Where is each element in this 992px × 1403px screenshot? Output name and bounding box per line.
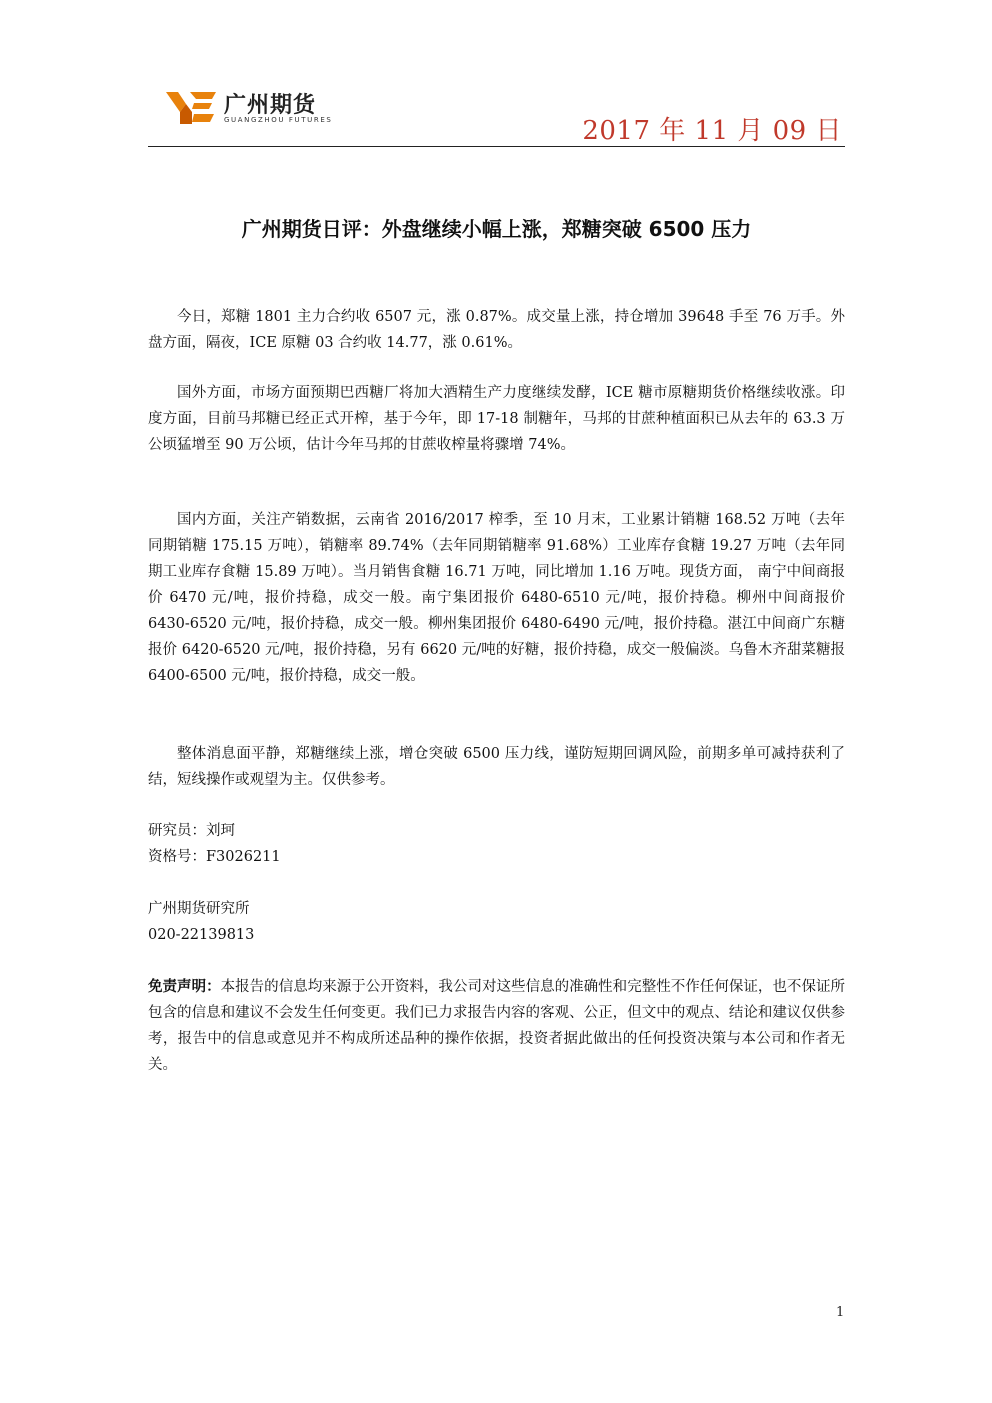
researcher-qualification: 资格号：F3026211 [148, 849, 281, 865]
logo-chinese-name: 广州期货 [224, 93, 317, 118]
logo-english-name: GUANGZHOU FUTURES [224, 116, 333, 124]
paragraph-overseas: 国外方面，市场方面预期巴西糖厂将加大酒精生产力度继续发酵，ICE 糖市原糖期货价格继续收涨。印度方面，目前马邦糖已经正式开榨，基于今年，即 17-18 制糖年，马邦的甘蔗种植面积已从去年的 63.3 万公顷猛增至 90 万公顷，估计今年马邦的甘蔗收榨量将骤增 74%。 [148, 385, 845, 453]
report-date: 2017 年 11 月 09 日 [582, 116, 842, 146]
header-divider [148, 146, 845, 147]
disclaimer-label: 免责声明： [148, 978, 221, 995]
institute-info [148, 896, 254, 948]
disclaimer [148, 974, 845, 1078]
report-title: 广州期货日评：外盘继续小幅上涨，郑糖突破 6500 压力 [241, 217, 752, 241]
paragraph-domestic: 国内方面，关注产销数据，云南省 2016/2017 榨季，至 10 月末，工业累计销糖 168.52 万吨（去年同期销糖 175.15 万吨），销糖率 89.74%（去年同期销糖率 91.68%）工业库存食糖 19.27 万吨（去年同期工业库存食糖 15.89 万吨）。当月销售食糖 16.71 万吨，同比增加 1.16 万吨。现货方面， 南宁中间商报价 6470 元/吨，报价持稳，成交一般。南宁集团报价 6480-6510 元/吨，报价持稳。柳州中间商报价 6430-6520 元/吨，报价持稳，成交一般。柳州集团报价 6480-6490 元/吨，报价持稳。湛江中间商广东糖报价 6420-6520 元/吨，报价持稳，另有 6620 元/吨的好糖，报价持稳，成交一般偏淡。乌鲁木齐甜菜糖报 6400-6500 元/吨，报价持稳，成交一般。 [148, 512, 845, 684]
company-logo [166, 88, 366, 132]
researcher-info [148, 818, 281, 870]
researcher-name: 研究员：刘珂 [148, 823, 235, 839]
paragraph-market-summary: 今日，郑糖 1801 主力合约收 6507 元，涨 0.87%。成交量上涨，持仓增加 39648 手至 76 万手。外盘方面，隔夜，ICE 原糖 03 合约收 14.77，涨 0.61%。 [148, 309, 845, 351]
guangzhou-futures-logo-icon [166, 90, 218, 124]
institute-phone: 020-22139813 [148, 927, 255, 943]
disclaimer-text: 本报告的信息均来源于公开资料，我公司对这些信息的准确性和完整性不作任何保证，也不保证所包含的信息和建议不会发生任何变更。我们已力求报告内容的客观、公正，但文中的观点、结论和建议仅供参考，报告中的信息或意见并不构成所述品种的操作依据，投资者据此做出的任何投资决策与本公司和作者无关。 [148, 979, 845, 1073]
institute-name: 广州期货研究所 [148, 901, 250, 917]
page-number: 1 [836, 1305, 845, 1320]
paragraph-conclusion: 整体消息面平静，郑糖继续上涨，增仓突破 6500 压力线，谨防短期回调风险，前期多单可减持获利了结，短线操作或观望为主。仅供参考。 [148, 746, 845, 788]
